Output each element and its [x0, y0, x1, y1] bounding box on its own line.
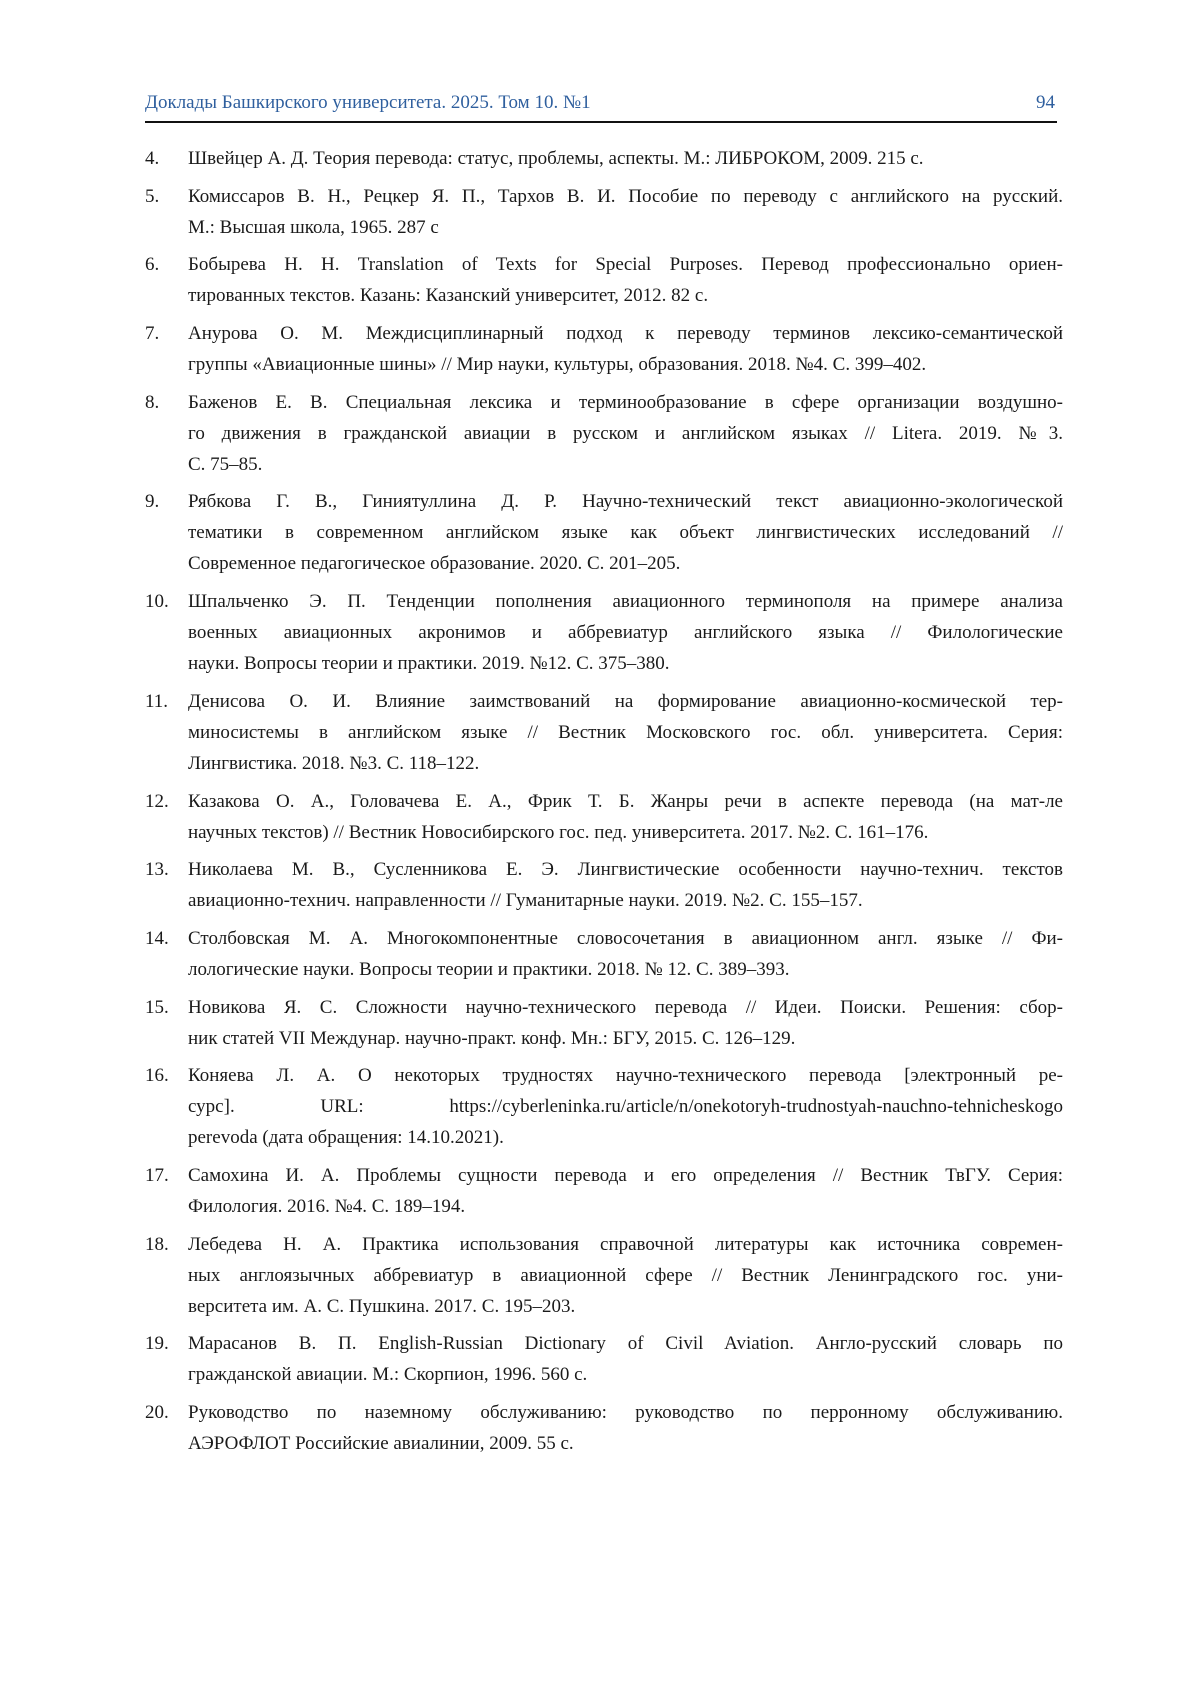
reference-line: Казакова О. А., Головачева Е. А., Фрик Т. Б. Жанры речи в аспекте перевода (на мат-ле: [188, 790, 1063, 812]
reference-number: 7.: [145, 323, 160, 345]
reference-line: Николаева М. В., Сусленникова Е. Э. Лингвистические особенности научно-технич. текстов: [188, 859, 1063, 881]
reference-number: 13.: [145, 859, 169, 881]
reference-text: [188, 786, 1063, 848]
header-rule: [145, 121, 1057, 123]
reference-text: [188, 486, 1063, 579]
reference-text: [188, 1328, 1063, 1390]
reference-line: М.: Высшая школа, 1965. 287 с: [188, 216, 439, 238]
reference-number: 20.: [145, 1402, 169, 1423]
reference-line: науки. Вопросы теории и практики. 2019. №12. С. 375–380.: [188, 653, 670, 675]
reference-number: 14.: [145, 927, 169, 949]
reference-line: Денисова О. И. Влияние заимствований на формирование авиационно-космической тер-: [188, 690, 1063, 712]
reference-text: [188, 143, 1063, 174]
reference-number: 16.: [145, 1065, 169, 1087]
reference-line: Шпальченко Э. П. Тенденции пополнения авиационного терминополя на примере анализа: [188, 591, 1063, 613]
reference-line: тематики в современном английском языке как объект лингвистических исследований //: [188, 522, 1063, 544]
reference-line: Марасанов В. П. English-Russian Dictionary of Civil Aviation. Англо-русский словарь по: [188, 1333, 1063, 1355]
reference-text: [188, 586, 1063, 679]
running-header: [145, 92, 1055, 116]
reference-line: Комиссаров В. Н., Рецкер Я. П., Тархов В. И. Пособие по переводу с английского на русский.: [188, 185, 1063, 207]
reference-line: го движения в гражданской авиации в русском и английском языках // Litera. 2019. №3.: [188, 422, 1063, 444]
reference-line: Новикова Я. С. Сложности научно-технического перевода // Идеи. Поиски. Решения: сбор-: [188, 996, 1063, 1018]
reference-line: perevoda (дата обращения: 14.10.2021).: [188, 1127, 504, 1149]
reference-line: миносистемы в английском языке // Вестник Московского гос. обл. университета. Серия:: [188, 721, 1063, 743]
reference-line: Швейцер А. Д. Теория перевода: статус, проблемы, аспекты. М.: ЛИБРОКОМ, 2009. 215 с.: [188, 148, 924, 169]
reference-line: группы «Авиационные шины» // Мир науки, культуры, образования. 2018. №4. С. 399–402.: [188, 354, 927, 376]
reference-item: [145, 786, 1063, 848]
reference-item: [145, 1229, 1063, 1322]
reference-item: [145, 181, 1063, 243]
reference-line: научных текстов) // Вестник Новосибирского гос. пед. университета. 2017. №2. С. 161–176.: [188, 821, 929, 843]
reference-text: [188, 1160, 1063, 1222]
reference-line: ник статей VII Междунар. научно-практ. конф. Мн.: БГУ, 2015. С. 126–129.: [188, 1027, 796, 1049]
reference-item: [145, 143, 1063, 174]
reference-item: [145, 1060, 1063, 1153]
reference-item: [145, 923, 1063, 985]
reference-line: АЭРОФЛОТ Российские авиалинии, 2009. 55 с.: [188, 1433, 574, 1454]
reference-number: 10.: [145, 591, 169, 613]
reference-line: Бобырева Н. Н. Translation of Texts for Special Purposes. Перевод профессионально ориен-: [188, 254, 1063, 276]
reference-number: 17.: [145, 1164, 169, 1186]
reference-item: [145, 1160, 1063, 1222]
reference-item: [145, 686, 1063, 779]
reference-item: [145, 318, 1063, 380]
reference-number: 11.: [145, 690, 169, 712]
reference-text: [188, 923, 1063, 985]
reference-line: Филология. 2016. №4. С. 189–194.: [188, 1195, 466, 1217]
reference-number: 18.: [145, 1233, 169, 1255]
reference-text: [188, 181, 1063, 243]
reference-line: Самохина И. А. Проблемы сущности перевода и его определения // Вестник ТвГУ. Серия:: [188, 1164, 1063, 1186]
reference-number: 19.: [145, 1333, 169, 1355]
reference-line: военных авиационных акронимов и аббревиатур английского языка // Филологические: [188, 622, 1063, 644]
reference-text: [188, 318, 1063, 380]
reference-line: Коняева Л. А. О некоторых трудностях научно-технического перевода [электронный ре-: [188, 1065, 1063, 1087]
reference-item: [145, 854, 1063, 916]
reference-line: Руководство по наземному обслуживанию: руководство по перронному обслуживанию.: [188, 1402, 1063, 1423]
reference-number: 6.: [145, 254, 160, 276]
reference-line: Анурова О. М. Междисциплинарный подход к переводу терминов лексико-семантической: [188, 323, 1063, 345]
reference-line: С. 75–85.: [188, 453, 263, 475]
reference-number: 12.: [145, 790, 169, 812]
reference-line: тированных текстов. Казань: Казанский университет, 2012. 82 с.: [188, 285, 709, 307]
reference-item: [145, 486, 1063, 579]
reference-line: гражданской авиации. М.: Скорпион, 1996. 560 с.: [188, 1364, 588, 1386]
reference-text: [188, 387, 1063, 480]
reference-text: [188, 686, 1063, 779]
reference-line: верситета им. А. С. Пушкина. 2017. С. 195–203.: [188, 1295, 576, 1317]
reference-line: Баженов Е. В. Специальная лексика и терминообразование в сфере организации воздушно-: [188, 391, 1063, 413]
reference-line: Рябкова Г. В., Гиниятуллина Д. Р. Научно-технический текст авиационно-экологической: [188, 491, 1063, 513]
reference-item: [145, 1397, 1063, 1459]
reference-line: лологические науки. Вопросы теории и практики. 2018. № 12. С. 389–393.: [188, 958, 790, 980]
reference-number: 5.: [145, 185, 160, 207]
reference-item: [145, 1328, 1063, 1390]
reference-text: [188, 1060, 1063, 1153]
reference-line: Лебедева Н. А. Практика использования справочной литературы как источника современ-: [188, 1233, 1063, 1255]
reference-line: Лингвистика. 2018. №3. С. 118–122.: [188, 752, 480, 774]
reference-list: [145, 143, 1063, 1466]
reference-number: 8.: [145, 391, 160, 413]
reference-text: [188, 854, 1063, 916]
reference-text: [188, 1397, 1063, 1459]
reference-line: авиационно-технич. направленности // Гуманитарные науки. 2019. №2. С. 155–157.: [188, 890, 863, 912]
page-number: 94: [1036, 92, 1055, 113]
reference-item: [145, 387, 1063, 480]
reference-line: ных англоязычных аббревиатур в авиационной сфере // Вестник Ленинградского гос. уни-: [188, 1264, 1063, 1286]
reference-line: сурс]. URL: https://cyberleninka.ru/article/n/onekotoryh-trudnostyah-nauchno-tehnicheskogo: [188, 1096, 1063, 1118]
reference-item: [145, 249, 1063, 311]
reference-item: [145, 992, 1063, 1054]
reference-number: 4.: [145, 148, 160, 169]
reference-item: [145, 586, 1063, 679]
reference-text: [188, 1229, 1063, 1322]
journal-title: Доклады Башкирского университета. 2025. Том 10. №1: [145, 92, 591, 113]
reference-text: [188, 249, 1063, 311]
reference-number: 15.: [145, 996, 169, 1018]
reference-line: Столбовская М. А. Многокомпонентные словосочетания в авиационном англ. языке // Фи-: [188, 927, 1063, 949]
reference-text: [188, 992, 1063, 1054]
reference-number: 9.: [145, 491, 160, 513]
reference-line: Современное педагогическое образование. 2020. С. 201–205.: [188, 553, 681, 575]
